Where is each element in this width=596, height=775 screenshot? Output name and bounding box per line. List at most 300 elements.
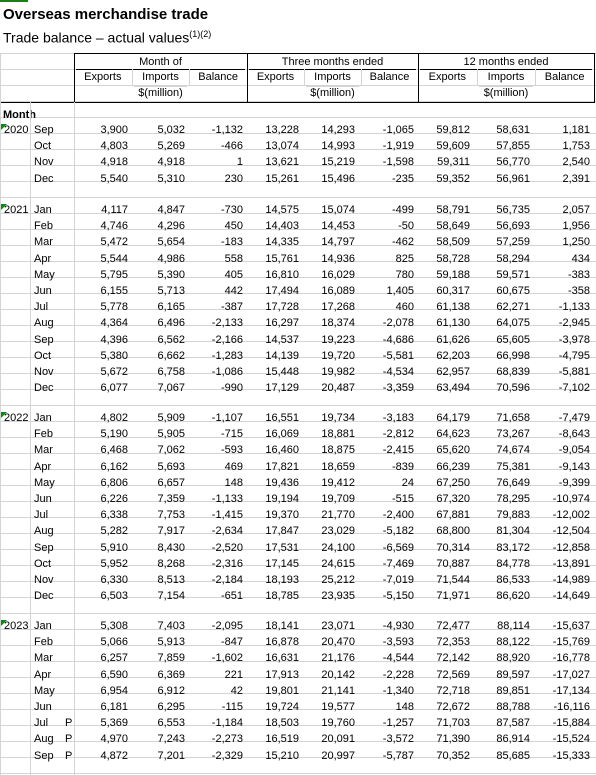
data-cell: -2,133	[211, 317, 243, 330]
data-cell: 8,268	[157, 557, 185, 570]
group-header: 12 months ended	[463, 56, 549, 68]
data-cell: -990	[220, 382, 243, 395]
data-cell: 58,631	[496, 124, 530, 136]
data-cell: -9,399	[558, 476, 590, 489]
group-header: Three months ended	[281, 56, 384, 68]
data-cell: -1,919	[382, 140, 414, 153]
data-cell: 8,513	[157, 574, 185, 586]
data-cell: 19,412	[321, 476, 355, 489]
data-cell: 17,728	[265, 301, 299, 314]
data-cell: 75,381	[496, 460, 530, 473]
provisional-flag: P	[65, 733, 73, 746]
data-cell: 221	[224, 668, 243, 681]
data-cell: -15,637	[552, 620, 590, 632]
data-cell: 6,155	[100, 285, 128, 297]
data-cell: 4,970	[100, 733, 128, 746]
data-cell: 85,685	[496, 749, 530, 762]
unit-label: $(million)	[138, 87, 183, 99]
data-cell: -3,593	[382, 636, 414, 649]
data-cell: 19,194	[265, 493, 299, 505]
data-cell: 15,074	[321, 204, 355, 216]
data-cell: 148	[395, 701, 414, 713]
data-cell: -4,544	[382, 652, 414, 665]
data-cell: 6,226	[100, 493, 128, 505]
column-header: Imports	[487, 71, 525, 83]
data-cell: 5,032	[157, 124, 185, 136]
column-header: Exports	[256, 71, 295, 83]
data-cell: 6,503	[100, 590, 128, 603]
data-cell: 18,875	[321, 444, 355, 457]
data-cell: -383	[567, 268, 590, 281]
data-cell: -2,316	[211, 557, 243, 570]
data-cell: 18,193	[265, 574, 299, 586]
data-cell: 5,544	[100, 252, 128, 265]
data-cell: 71,971	[436, 590, 470, 603]
data-cell: 1,956	[562, 220, 590, 233]
data-cell: 15,496	[321, 172, 355, 185]
data-cell: 6,181	[100, 701, 128, 713]
data-cell: 4,296	[157, 220, 185, 233]
data-cell: 1	[236, 156, 243, 169]
data-cell: 71,544	[436, 574, 470, 586]
data-cell: 57,259	[496, 236, 530, 249]
data-cell: 14,293	[321, 124, 355, 136]
data-cell: 5,913	[157, 636, 185, 649]
data-cell: 87,587	[496, 717, 530, 730]
data-cell: 17,847	[265, 525, 299, 538]
data-cell: -2,520	[211, 541, 243, 554]
data-cell: 3,900	[100, 124, 128, 136]
data-cell: 14,993	[321, 140, 355, 153]
data-cell: -15,524	[552, 733, 590, 746]
row-year: 2021	[4, 204, 29, 216]
data-cell: 72,569	[436, 668, 470, 681]
data-cell: 72,672	[436, 701, 470, 713]
data-cell: 6,165	[157, 301, 185, 314]
data-cell: -7,019	[382, 574, 414, 586]
sheet-gridline	[0, 117, 596, 118]
data-cell: 19,801	[265, 684, 299, 697]
column-header: Balance	[544, 71, 585, 83]
group-header: Month of	[139, 56, 182, 68]
data-cell: 59,188	[436, 268, 470, 281]
data-cell: 16,460	[265, 444, 299, 457]
data-cell: -358	[567, 285, 590, 297]
data-cell: 70,314	[436, 541, 470, 554]
data-cell: -7,479	[558, 412, 590, 424]
data-cell: 16,297	[265, 317, 299, 330]
sheet-subtitle	[3, 29, 211, 46]
data-cell: 68,839	[496, 366, 530, 378]
data-cell: -1,340	[382, 684, 414, 697]
data-cell: 6,954	[100, 684, 128, 697]
data-cell: 780	[395, 268, 414, 281]
data-cell: 21,141	[321, 684, 355, 697]
data-cell: 65,605	[496, 333, 530, 346]
data-cell: 6,758	[157, 366, 185, 378]
data-cell: 86,533	[496, 574, 530, 586]
group-heading-underline	[76, 69, 245, 70]
data-cell: 19,724	[265, 701, 299, 713]
data-cell: 72,353	[436, 636, 470, 649]
data-cell: 58,509	[436, 236, 470, 249]
data-cell: 1,181	[562, 124, 590, 136]
data-cell: -1,283	[211, 349, 243, 362]
data-cell: -5,581	[382, 349, 414, 362]
data-cell: 89,597	[496, 668, 530, 681]
data-cell: 58,791	[436, 204, 470, 216]
data-cell: 20,997	[321, 749, 355, 762]
data-cell: -3,359	[382, 382, 414, 395]
data-cell: 16,069	[265, 428, 299, 441]
data-cell: 20,142	[321, 668, 355, 681]
data-cell: 469	[224, 460, 243, 473]
data-cell: -1,184	[211, 717, 243, 730]
data-cell: 19,982	[321, 366, 355, 378]
data-cell: -7,469	[382, 557, 414, 570]
group-heading-underline	[420, 69, 592, 70]
data-cell: 58,294	[496, 252, 530, 265]
row-month: Oct	[34, 349, 52, 362]
data-cell: 16,551	[265, 412, 299, 424]
data-cell: -7,102	[558, 382, 590, 395]
subtitle-footnote: (1)(2)	[189, 29, 212, 39]
row-month: Mar	[34, 444, 53, 457]
data-cell: -115	[221, 701, 243, 713]
data-cell: 6,077	[100, 382, 128, 395]
row-month: Sep	[34, 333, 54, 346]
data-cell: 78,295	[496, 493, 530, 505]
data-cell: -2,095	[211, 620, 243, 632]
data-cell: -5,182	[382, 525, 414, 538]
data-cell: 67,881	[436, 509, 470, 522]
data-cell: -715	[220, 428, 243, 441]
sheet-gridline	[0, 405, 596, 406]
row-year: 2022	[4, 412, 29, 424]
data-cell: -1,132	[211, 124, 243, 136]
data-cell: 7,917	[157, 525, 185, 538]
row-month: Dec	[34, 590, 54, 603]
row-month: Jun	[34, 285, 52, 297]
data-cell: 5,472	[100, 236, 128, 249]
data-cell: 19,760	[321, 717, 355, 730]
header-bottom-border	[0, 102, 594, 103]
data-cell: 6,496	[157, 317, 185, 330]
row-month: Sep	[34, 749, 54, 762]
data-cell: 66,998	[496, 349, 530, 362]
data-cell: 4,918	[157, 156, 185, 169]
data-cell: 405	[224, 268, 243, 281]
data-cell: 70,887	[436, 557, 470, 570]
data-cell: 70,352	[436, 749, 470, 762]
data-cell: 460	[395, 301, 414, 314]
row-month: Feb	[34, 636, 53, 649]
data-cell: 14,335	[265, 236, 299, 249]
data-cell: 7,753	[157, 509, 185, 522]
data-cell: 7,067	[157, 382, 185, 395]
data-cell: 24,100	[321, 541, 355, 554]
data-cell: 7,359	[157, 493, 185, 505]
row-month: Apr	[34, 252, 52, 265]
data-cell: 5,308	[100, 620, 128, 632]
data-cell: 24,615	[321, 557, 355, 570]
data-cell: 14,537	[265, 333, 299, 346]
data-cell: 56,693	[496, 220, 530, 233]
data-cell: -14,649	[552, 590, 590, 603]
column-header: Imports	[142, 71, 179, 83]
data-cell: -730	[220, 204, 243, 216]
data-cell: 61,138	[436, 301, 470, 314]
data-cell: 59,812	[436, 124, 470, 136]
data-cell: 19,370	[265, 509, 299, 522]
row-month: Jan	[34, 204, 52, 216]
data-cell: 19,720	[321, 349, 355, 362]
group-heading-underline	[249, 69, 416, 70]
data-cell: 5,310	[157, 172, 185, 185]
data-cell: 64,623	[436, 428, 470, 441]
data-cell: -183	[220, 236, 243, 249]
data-cell: 19,709	[321, 493, 355, 505]
data-cell: 58,728	[436, 252, 470, 265]
row-month: Feb	[34, 428, 53, 441]
row-month: Mar	[34, 236, 53, 249]
data-cell: 7,243	[157, 733, 185, 746]
data-cell: 23,029	[321, 525, 355, 538]
data-cell: 17,913	[265, 668, 299, 681]
data-cell: 66,239	[436, 460, 470, 473]
data-cell: 6,912	[157, 684, 185, 697]
data-cell: 19,577	[321, 701, 355, 713]
data-cell: 7,859	[157, 652, 185, 665]
data-cell: 76,649	[496, 476, 530, 489]
data-cell: -2,166	[211, 333, 243, 346]
data-cell: 450	[224, 220, 243, 233]
row-month: Oct	[34, 140, 52, 153]
sheet-gridline	[30, 102, 31, 775]
data-cell: 14,936	[321, 252, 355, 265]
data-cell: -9,054	[558, 444, 590, 457]
data-cell: -5,787	[382, 749, 414, 762]
data-cell: -1,602	[211, 652, 243, 665]
data-cell: 5,905	[157, 428, 185, 441]
column-header: Exports	[428, 71, 466, 83]
data-cell: 18,785	[265, 590, 299, 603]
data-cell: 4,802	[100, 412, 128, 424]
provisional-flag: P	[65, 717, 73, 730]
row-month: Sep	[34, 541, 54, 554]
data-cell: 19,734	[321, 412, 355, 424]
data-cell: 17,821	[265, 460, 299, 473]
data-cell: 24	[401, 476, 414, 489]
data-cell: -14,989	[552, 574, 590, 586]
data-cell: 17,145	[265, 557, 299, 570]
data-cell: 148	[224, 476, 243, 489]
column-header: Exports	[84, 71, 122, 83]
data-cell: 4,986	[157, 252, 185, 265]
data-cell: 59,609	[436, 140, 470, 153]
data-cell: 4,117	[101, 204, 128, 216]
row-month: Jun	[34, 701, 52, 713]
data-cell: 5,540	[100, 172, 128, 185]
unit-label: $(million)	[483, 87, 529, 99]
data-cell: -651	[220, 590, 243, 603]
row-month: Aug	[34, 525, 54, 538]
row-month: Aug	[34, 317, 54, 330]
row-month: Jan	[34, 620, 52, 632]
row-month: May	[34, 684, 55, 697]
data-cell: 62,271	[496, 301, 530, 314]
column-divider	[132, 69, 133, 86]
row-month: Mar	[34, 652, 53, 665]
data-cell: -2,634	[211, 525, 243, 538]
row-month: Jul	[34, 717, 49, 730]
data-cell: -2,945	[558, 317, 590, 330]
data-cell: 18,141	[265, 620, 299, 632]
data-cell: -15,333	[552, 749, 590, 762]
data-cell: 15,219	[321, 156, 355, 169]
data-cell: -12,858	[552, 541, 590, 554]
data-cell: -12,504	[552, 525, 590, 538]
data-cell: 15,210	[265, 749, 299, 762]
data-cell: 5,390	[157, 268, 185, 281]
data-cell: -8,643	[558, 428, 590, 441]
data-cell: 23,935	[321, 590, 355, 603]
data-cell: 20,487	[321, 382, 355, 395]
data-cell: 6,657	[157, 476, 185, 489]
data-cell: 5,380	[100, 349, 128, 362]
data-cell: 230	[224, 172, 243, 185]
data-cell: 18,374	[321, 317, 355, 330]
data-cell: 5,654	[157, 236, 185, 249]
data-cell: -2,273	[211, 733, 243, 746]
row-month: Jul	[34, 301, 49, 314]
data-cell: -4,930	[382, 620, 414, 632]
data-cell: 5,909	[157, 412, 185, 424]
data-cell: 16,089	[321, 285, 355, 297]
row-month: Apr	[34, 668, 52, 681]
data-cell: -3,978	[558, 333, 590, 346]
data-cell: -9,143	[558, 460, 590, 473]
data-cell: -4,534	[382, 366, 414, 378]
row-month: Jan	[34, 412, 52, 424]
data-cell: 8,430	[157, 541, 185, 554]
data-cell: 88,122	[496, 636, 530, 649]
data-cell: -2,415	[382, 444, 414, 457]
data-cell: 6,162	[100, 460, 128, 473]
row-month: Sep	[34, 124, 54, 136]
data-cell: 5,713	[157, 285, 185, 297]
row-year: 2023	[4, 620, 29, 632]
data-cell: 86,620	[496, 590, 530, 603]
data-cell: -15,884	[552, 717, 590, 730]
sheet-gridline	[0, 197, 596, 198]
data-cell: 71,703	[436, 717, 470, 730]
data-cell: 72,718	[436, 684, 470, 697]
data-cell: 16,878	[265, 636, 299, 649]
sheet-title: Overseas merchandise trade	[3, 6, 209, 23]
data-cell: 558	[224, 252, 243, 265]
subtitle-text: Trade balance – actual values	[3, 29, 190, 46]
data-cell: 71,390	[436, 733, 470, 746]
data-cell: 88,114	[497, 620, 530, 632]
data-cell: 62,957	[436, 366, 470, 378]
data-cell: 4,872	[100, 749, 128, 762]
data-cell: -462	[391, 236, 414, 249]
data-cell: 71,658	[496, 412, 530, 424]
data-cell: 17,494	[265, 285, 299, 297]
data-cell: 15,261	[265, 172, 299, 185]
data-cell: -515	[391, 493, 414, 505]
data-cell: 5,952	[100, 557, 128, 570]
data-cell: 6,330	[100, 574, 128, 586]
data-cell: 64,075	[496, 317, 530, 330]
data-cell: 6,338	[100, 509, 128, 522]
data-cell: 5,190	[100, 428, 128, 441]
data-cell: -4,686	[382, 333, 414, 346]
data-cell: 14,139	[265, 349, 299, 362]
column-header: Balance	[198, 71, 239, 83]
data-cell: 16,029	[321, 268, 355, 281]
data-cell: -839	[391, 460, 414, 473]
data-cell: 14,453	[321, 220, 355, 233]
data-cell: -2,400	[382, 509, 414, 522]
sheet-gridline	[0, 613, 596, 614]
data-cell: -1,415	[211, 509, 243, 522]
data-cell: 60,675	[496, 285, 530, 297]
data-cell: 72,477	[436, 620, 470, 632]
data-cell: -2,228	[382, 668, 414, 681]
data-cell: 83,172	[496, 541, 530, 554]
data-cell: -1,086	[211, 366, 243, 378]
row-month: Oct	[34, 557, 52, 570]
active-cell-marker	[0, 0, 28, 2]
row-month: May	[34, 476, 55, 489]
data-cell: 16,519	[265, 733, 299, 746]
data-cell: -16,778	[552, 652, 590, 665]
data-cell: -15,769	[552, 636, 590, 649]
data-cell: -1,598	[382, 156, 414, 169]
data-cell: 7,201	[157, 749, 185, 762]
data-cell: 6,590	[100, 668, 128, 681]
data-cell: 1,753	[562, 140, 590, 153]
column-divider	[361, 69, 362, 86]
data-cell: 64,179	[436, 412, 470, 424]
data-cell: 89,851	[496, 684, 530, 697]
data-cell: -4,795	[558, 349, 590, 362]
data-cell: 434	[571, 252, 590, 265]
data-cell: 65,620	[436, 444, 470, 457]
column-header: Imports	[314, 71, 351, 83]
data-cell: 21,176	[321, 652, 355, 665]
data-cell: 825	[395, 252, 414, 265]
data-cell: 86,914	[496, 733, 530, 746]
data-cell: -593	[220, 444, 243, 457]
column-divider	[535, 69, 536, 86]
data-cell: 70,596	[496, 382, 530, 395]
data-cell: 5,910	[100, 541, 128, 554]
header-right-border	[594, 53, 595, 103]
data-cell: 5,693	[157, 460, 185, 473]
header-top-border	[74, 53, 594, 54]
data-cell: 18,659	[321, 460, 355, 473]
data-cell: -1,133	[211, 493, 243, 505]
row-month: Jun	[34, 493, 52, 505]
data-cell: 4,803	[100, 140, 128, 153]
data-cell: 442	[224, 285, 243, 297]
data-cell: 5,369	[100, 717, 128, 730]
data-cell: -50	[398, 220, 414, 233]
data-cell: -466	[220, 140, 243, 153]
